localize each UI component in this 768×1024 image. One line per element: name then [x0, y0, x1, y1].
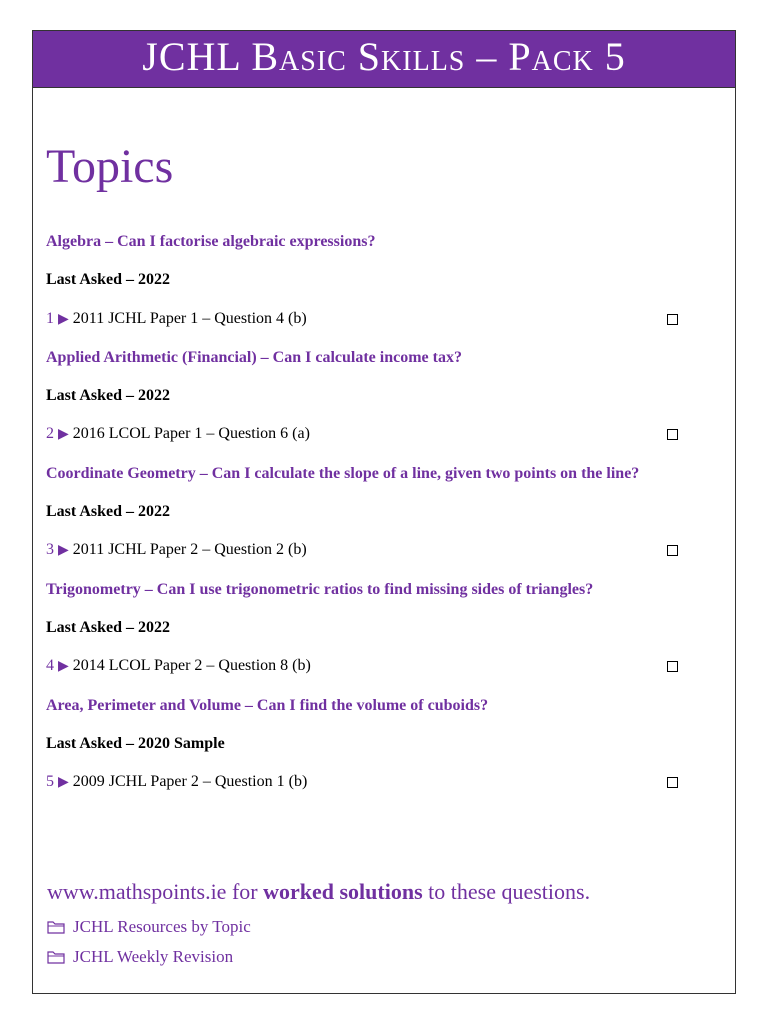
- folder-icon: [47, 920, 65, 934]
- last-asked: Last Asked – 2022: [46, 503, 171, 520]
- play-arrow-icon: ▶: [58, 658, 69, 674]
- footer-solutions-line: [47, 879, 590, 905]
- question-row: [46, 425, 678, 443]
- last-asked: Last Asked – 2020 Sample: [46, 735, 225, 752]
- topic-title: Coordinate Geometry – Can I calculate the slope of a line, given two points on the line?: [46, 465, 640, 482]
- question-row: [46, 541, 678, 559]
- checkbox-icon[interactable]: [667, 777, 678, 788]
- weekly-revision-link[interactable]: [47, 947, 233, 967]
- question-number: 5: [46, 773, 54, 790]
- footer-text-end: to these questions.: [422, 879, 591, 904]
- folder-icon: [47, 950, 65, 964]
- footer-text: for: [226, 879, 264, 904]
- page-title: JCHL Basic Skills – Pack 5: [142, 34, 626, 79]
- play-arrow-icon: ▶: [58, 542, 69, 558]
- checkbox-icon[interactable]: [667, 661, 678, 672]
- question-number: 1: [46, 310, 54, 327]
- footer-bold-text: worked solutions: [263, 879, 423, 904]
- checkbox-icon[interactable]: [667, 429, 678, 440]
- topic-title: Applied Arithmetic (Financial) – Can I calculate income tax?: [46, 349, 462, 366]
- resources-by-topic-link[interactable]: [47, 917, 251, 937]
- question-reference: 2009 JCHL Paper 2 – Question 1 (b): [72, 773, 308, 790]
- question-reference: 2011 JCHL Paper 1 – Question 4 (b): [72, 310, 307, 327]
- question-reference: 2014 LCOL Paper 2 – Question 8 (b): [72, 657, 311, 674]
- checkbox-icon[interactable]: [667, 545, 678, 556]
- topic-title: Trigonometry – Can I use trigonometric ratios to find missing sides of triangles?: [46, 581, 594, 598]
- play-arrow-icon: ▶: [58, 311, 69, 327]
- question-reference: 2011 JCHL Paper 2 – Question 2 (b): [72, 541, 307, 558]
- header-banner: [33, 31, 735, 88]
- question-row: [46, 773, 678, 791]
- folder-link-label: JCHL Resources by Topic: [73, 917, 251, 936]
- last-asked: Last Asked – 2022: [46, 271, 171, 288]
- last-asked: Last Asked – 2022: [46, 619, 171, 636]
- topics-heading: Topics: [46, 140, 174, 193]
- folder-link-label: JCHL Weekly Revision: [73, 947, 234, 966]
- question-number: 2: [46, 425, 54, 442]
- topic-title: Algebra – Can I factorise algebraic expressions?: [46, 233, 376, 250]
- last-asked: Last Asked – 2022: [46, 387, 171, 404]
- page-frame: [32, 30, 736, 994]
- question-row: [46, 657, 678, 675]
- topic-title: Area, Perimeter and Volume – Can I find the volume of cuboids?: [46, 697, 489, 714]
- question-number: 4: [46, 657, 54, 674]
- question-row: [46, 310, 678, 328]
- site-link[interactable]: www.mathspoints.ie: [47, 879, 227, 904]
- play-arrow-icon: ▶: [58, 774, 69, 790]
- question-reference: 2016 LCOL Paper 1 – Question 6 (a): [72, 425, 310, 442]
- play-arrow-icon: ▶: [58, 426, 69, 442]
- question-number: 3: [46, 541, 54, 558]
- checkbox-icon[interactable]: [667, 314, 678, 325]
